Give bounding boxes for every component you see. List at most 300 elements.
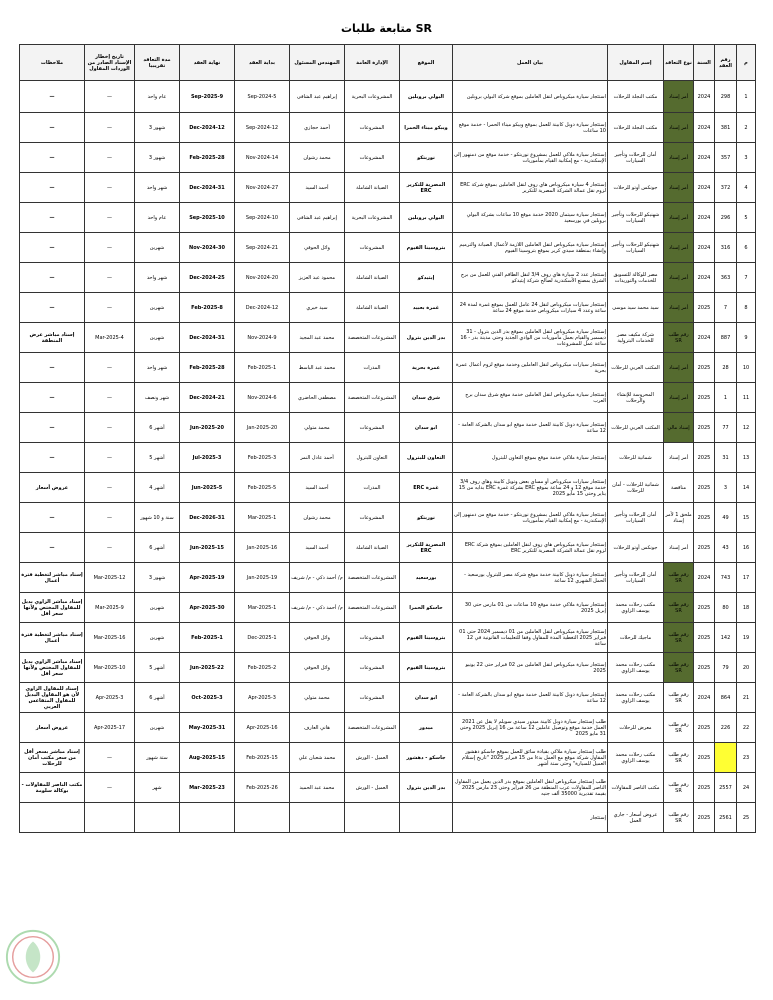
column-header: السنة bbox=[694, 45, 715, 81]
column-header: نوع التعاقد bbox=[664, 45, 694, 81]
cell-admin: الصيانة الشاملة bbox=[345, 173, 400, 203]
cell-notice: — bbox=[85, 81, 135, 113]
cell-contractor: عروض أسعار - جاري العمل bbox=[608, 803, 664, 833]
cell-site: بورسعيد bbox=[400, 563, 453, 593]
table-row bbox=[20, 263, 756, 293]
cell-admin: المدرات bbox=[345, 353, 400, 383]
cell-end: 20-Jun-2025 bbox=[180, 413, 235, 443]
column-header: نهاية العقد bbox=[180, 45, 235, 81]
page-title: متابعة طلبات SR bbox=[340, 22, 433, 35]
cell-notice: 17-Apr-2025 bbox=[85, 713, 135, 743]
cell-notes: — bbox=[20, 173, 85, 203]
cell-end: 9-Sep-2025 bbox=[180, 81, 235, 113]
cell-contract: 381 bbox=[715, 113, 737, 143]
table-row bbox=[20, 653, 756, 683]
cell-notice: 4-Mar-2025 bbox=[85, 323, 135, 353]
cell-admin: المشروعات bbox=[345, 113, 400, 143]
table-row bbox=[20, 353, 756, 383]
cell-end: 21-Dec-2024 bbox=[180, 383, 235, 413]
cell-admin: الصيانة الشاملة bbox=[345, 533, 400, 563]
cell-contract: 743 bbox=[715, 563, 737, 593]
cell-dur: سنة و 10 شهور bbox=[135, 503, 180, 533]
cell-site: ويبكو ميناء الحمرا bbox=[400, 113, 453, 143]
cell-start: 15-Feb-2025 bbox=[235, 743, 290, 773]
cell-type: رقم طلب SR bbox=[664, 323, 694, 353]
cell-end: 3-Jul-2025 bbox=[180, 443, 235, 473]
cell-end: 31-May-2025 bbox=[180, 713, 235, 743]
column-header: المهندس المسئول bbox=[290, 45, 345, 81]
cell-admin: المشروعات bbox=[345, 623, 400, 653]
cell-dur: عام واحد bbox=[135, 203, 180, 233]
cell-n: 25 bbox=[737, 803, 756, 833]
cell-start: 6-Nov-2024 bbox=[235, 383, 290, 413]
cell-contractor: شمانية للرحلات - أمان للرحلات bbox=[608, 473, 664, 503]
cell-site: عمرة بحرية bbox=[400, 353, 453, 383]
cell-admin: الصيانة الشاملة bbox=[345, 293, 400, 323]
cell-end: 15-Jun-2025 bbox=[180, 533, 235, 563]
cell-dur: عام واحد bbox=[135, 81, 180, 113]
cell-start: 19-Jan-2025 bbox=[235, 563, 290, 593]
cell-admin: المشروعات bbox=[345, 683, 400, 713]
cell-notice: — bbox=[85, 443, 135, 473]
cell-year: 2025 bbox=[694, 473, 715, 503]
cell-contract: 79 bbox=[715, 653, 737, 683]
cell-notice: 12-Mar-2025 bbox=[85, 563, 135, 593]
cell-desc: إستئجار سيارة دوبل كابينة للعمل بموقع وبيكو ميناء الحمرا - خدمة موقع 10 ساعات bbox=[453, 113, 608, 143]
cell-start: 5-Feb-2025 bbox=[235, 473, 290, 503]
cell-dur: شهرين bbox=[135, 293, 180, 323]
cell-admin: المشروعات المتخصصة bbox=[345, 323, 400, 353]
table-row bbox=[20, 413, 756, 443]
cell-start: 27-Nov-2024 bbox=[235, 173, 290, 203]
cell-dur: شهر ونصف bbox=[135, 383, 180, 413]
cell-desc: إستئجار سيارة ملاكي خدمة موقع بموقع التعاون للبترول bbox=[453, 443, 608, 473]
cell-end: 31-Dec-2024 bbox=[180, 323, 235, 353]
cell-contractor: مكتب النجلة للرحلات bbox=[608, 81, 664, 113]
cell-type: رقم طلب SR bbox=[664, 593, 694, 623]
cell-type: رقم طلب SR bbox=[664, 623, 694, 653]
cell-type: رقم طلب SR bbox=[664, 803, 694, 833]
cell-start: 12-Sep-2024 bbox=[235, 113, 290, 143]
cell-contractor: جونكس أوتو للرحلات bbox=[608, 173, 664, 203]
cell-notes: إسناد مباشر الزاوي بديل للمقاول المختص ولأنها سعر أقل bbox=[20, 653, 85, 683]
cell-desc: إستئجار سيارة ملاكي للعمل بمشروع نوربتكو - خدمة موقع من دمنهور إلى الإسكندرية - مع إمكانية القيام بمأموريات bbox=[453, 143, 608, 173]
cell-contractor: مكتب رحلات محمد يوسف الزاوي bbox=[608, 593, 664, 623]
cell-end: 30-Apr-2025 bbox=[180, 593, 235, 623]
cell-start: 3-Feb-2025 bbox=[235, 443, 290, 473]
cell-notice: — bbox=[85, 473, 135, 503]
cell-admin: المشروعات المتخصصة bbox=[345, 563, 400, 593]
sr-requests-table bbox=[19, 44, 756, 833]
cell-engineer: محمد رشوان bbox=[290, 503, 345, 533]
column-header: م bbox=[737, 45, 756, 81]
cell-notes: — bbox=[20, 81, 85, 113]
cell-dur: شهرين bbox=[135, 593, 180, 623]
cell-engineer: محمد عبد المجيد bbox=[290, 323, 345, 353]
cell-contract: 226 bbox=[715, 713, 737, 743]
cell-dur: أشهر 4 bbox=[135, 473, 180, 503]
cell-desc: إستئجار سيارة دوبل كابينة للعمل خدمة موقع ابو سدان بالشركة العامة - 12 ساعة bbox=[453, 683, 608, 713]
cell-contract: 80 bbox=[715, 593, 737, 623]
cell-engineer: وائل الحوفي bbox=[290, 653, 345, 683]
cell-contractor: سيد محمد سيد موسى bbox=[608, 293, 664, 323]
cell-start: 1-Feb-2025 bbox=[235, 353, 290, 383]
cell-notes: — bbox=[20, 413, 85, 443]
cell-engineer: إبراهيم عبد الشافى bbox=[290, 81, 345, 113]
cell-type: أمر إسناد bbox=[664, 233, 694, 263]
cell-site: بتروسينا الفيوم bbox=[400, 233, 453, 263]
cell-contractor: شهنيكو للرحلات وتأجير السيارات bbox=[608, 203, 664, 233]
cell-admin: العميل - الورش bbox=[345, 743, 400, 773]
cell-end: 19-Apr-2025 bbox=[180, 563, 235, 593]
cell-n: 6 bbox=[737, 233, 756, 263]
cell-notes bbox=[20, 803, 85, 833]
cell-notice: — bbox=[85, 503, 135, 533]
cell-notice: 10-Mar-2025 bbox=[85, 653, 135, 683]
cell-start: 12-Dec-2024 bbox=[235, 293, 290, 323]
cell-dur: شهرين bbox=[135, 323, 180, 353]
cell-dur: أشهر 6 bbox=[135, 413, 180, 443]
table-row bbox=[20, 473, 756, 503]
cell-contract: 7 bbox=[715, 293, 737, 323]
cell-notes: — bbox=[20, 503, 85, 533]
cell-contract: 142 bbox=[715, 623, 737, 653]
cell-dur: شهور 3 bbox=[135, 113, 180, 143]
cell-n: 22 bbox=[737, 713, 756, 743]
cell-contractor: شركة مكيف مصر للخدمات البترولية bbox=[608, 323, 664, 353]
cell-site bbox=[400, 803, 453, 833]
cell-desc: طلب إستئجار سيارة ملاكي بقيادة سائق للعمل بموقع جاسكو دهشور المقاول شركة موقع مع العمل بدءا من 15 فبراير 2025 "تاريخ إستلام العميل للسيارة" وحتى ستة أشهر bbox=[453, 743, 608, 773]
cell-n: 9 bbox=[737, 323, 756, 353]
cell-start: 20-Jan-2025 bbox=[235, 413, 290, 443]
cell-engineer: أحمد السيد bbox=[290, 473, 345, 503]
watermark-logo bbox=[4, 928, 62, 986]
cell-desc: إستئجار سيارة ميكروباص لنقل العاملين من 02 فبراير حتى 22 يونيو 2025 bbox=[453, 653, 608, 683]
column-header: بداية العقد bbox=[235, 45, 290, 81]
cell-notice: — bbox=[85, 743, 135, 773]
cell-site: التعاون للبترول bbox=[400, 443, 453, 473]
cell-admin: المدرات bbox=[345, 473, 400, 503]
cell-dur: شهرين bbox=[135, 713, 180, 743]
cell-contract bbox=[715, 743, 737, 773]
cell-site: جاسكو - دهشور bbox=[400, 743, 453, 773]
cell-contract: 1 bbox=[715, 383, 737, 413]
cell-n: 7 bbox=[737, 263, 756, 293]
cell-contract: 3 bbox=[715, 473, 737, 503]
table-row bbox=[20, 383, 756, 413]
cell-desc: إستئجار 4 سيارة ميكروباص هاي روف لنقل العاملين بموقع شركة ERC لزوم نقل عمالة الشركة المصرية للتكرير bbox=[453, 173, 608, 203]
cell-site: ميدور bbox=[400, 713, 453, 743]
cell-n: 19 bbox=[737, 623, 756, 653]
cell-type: أمر إسناد bbox=[664, 173, 694, 203]
cell-site: إيثيدكو bbox=[400, 263, 453, 293]
cell-site: ابو سدان bbox=[400, 413, 453, 443]
cell-year: 2025 bbox=[694, 593, 715, 623]
cell-n: 20 bbox=[737, 653, 756, 683]
cell-contractor: مصر للوكالة للتسويق للخدمات والتوريدات bbox=[608, 263, 664, 293]
cell-year: 2025 bbox=[694, 293, 715, 323]
cell-contractor: أمان للرحلات وتأجير السيارات bbox=[608, 563, 664, 593]
table-row bbox=[20, 143, 756, 173]
cell-year: 2025 bbox=[694, 713, 715, 743]
cell-contract: 28 bbox=[715, 353, 737, 383]
cell-engineer: وائل الحوفي bbox=[290, 623, 345, 653]
cell-contract: 864 bbox=[715, 683, 737, 713]
cell-notes: مكتب الناصر للمقاولات - بوكالة سلومة bbox=[20, 773, 85, 803]
cell-engineer: إبراهيم عبد الشافى bbox=[290, 203, 345, 233]
table-row bbox=[20, 173, 756, 203]
cell-contractor: مكتب رحلات محمد يوسف الزاوي bbox=[608, 683, 664, 713]
cell-end: 30-Nov-2024 bbox=[180, 233, 235, 263]
cell-start: 14-Nov-2024 bbox=[235, 143, 290, 173]
cell-end: 10-Sep-2025 bbox=[180, 203, 235, 233]
cell-notice: 16-Mar-2025 bbox=[85, 623, 135, 653]
cell-engineer: محمود عبد العزيز bbox=[290, 263, 345, 293]
column-header: مدة التعاقد تقريبيا bbox=[135, 45, 180, 81]
cell-year: 2025 bbox=[694, 533, 715, 563]
cell-dur: أشهر 6 bbox=[135, 533, 180, 563]
cell-engineer: محمد رشوان bbox=[290, 143, 345, 173]
table-row bbox=[20, 623, 756, 653]
cell-type: أمر إسناد bbox=[664, 533, 694, 563]
column-header: رقم العقد bbox=[715, 45, 737, 81]
cell-desc: إستئجار سيارات ميكروباص أو مساي بعض وتوبل كابينة وهاي روف 3/4 خدمة موقع 12 و 24 ساعة بموقع ERC بشركة غمرة ERC بدايه من 15 يناير وحتى 15 مايو 2025 bbox=[453, 473, 608, 503]
cell-type: أمر إسناد bbox=[664, 263, 694, 293]
cell-contract: 298 bbox=[715, 81, 737, 113]
cell-desc: إستئجار سيارات ميكروباص لنقل 24 عامل للعمل بموقع غمرة لمدة 24 ساعة وعدد 4 سيارات ميكروباص خدمة موقع 24 ساعة bbox=[453, 293, 608, 323]
cell-n: 10 bbox=[737, 353, 756, 383]
cell-notice: — bbox=[85, 143, 135, 173]
cell-engineer: أحمد عادل النمر bbox=[290, 443, 345, 473]
cell-end: 12-Dec-2024 bbox=[180, 113, 235, 143]
cell-type: رقم طلب SR bbox=[664, 653, 694, 683]
cell-engineer: محمد متولي bbox=[290, 683, 345, 713]
cell-engineer: م/ أحمد ذكي - م/ شريف bbox=[290, 593, 345, 623]
cell-dur: شهور 3 bbox=[135, 143, 180, 173]
cell-contractor: ماجيك للرحلات bbox=[608, 623, 664, 653]
cell-contractor: شمانية للرحلات bbox=[608, 443, 664, 473]
cell-desc: إستئجار سيارة ميكروباص هاي روف لنقل العاملين بموقع شركة ERC لزوم نقل عمالة الشركة المصرية للتكرير ERC bbox=[453, 533, 608, 563]
cell-notice: — bbox=[85, 383, 135, 413]
cell-end: 3-Oct-2025 bbox=[180, 683, 235, 713]
cell-site: بتروسينا الفيوم bbox=[400, 623, 453, 653]
cell-n: 23 bbox=[737, 743, 756, 773]
cell-admin: التعاون للبترول bbox=[345, 443, 400, 473]
table-row bbox=[20, 773, 756, 803]
cell-engineer: أحمد السيد bbox=[290, 173, 345, 203]
cell-admin: المشروعات المتخصصة bbox=[345, 593, 400, 623]
cell-year: 2024 bbox=[694, 81, 715, 113]
cell-desc: إستئجار سيارة ميكروباص لنقل العاملين اللازمة لأعمال الصيانة والترميم وإنشاء بمنطقة سيدي كرير بموقع بتروسينا الفيوم bbox=[453, 233, 608, 263]
cell-notes: إسناد مباشر عرض المنطقة bbox=[20, 323, 85, 353]
table-row bbox=[20, 113, 756, 143]
cell-end: 28-Feb-2025 bbox=[180, 353, 235, 383]
table-row bbox=[20, 503, 756, 533]
cell-engineer: هاني العارف bbox=[290, 713, 345, 743]
cell-notice: 3-Apr-2025 bbox=[85, 683, 135, 713]
cell-contract: 77 bbox=[715, 413, 737, 443]
cell-desc: إستئجار سيارة دوبل كابينة للعمل خدمة موقع ابو سدان بالشركة العامة - 12 ساعة bbox=[453, 413, 608, 443]
cell-end: 1-Feb-2025 bbox=[180, 623, 235, 653]
cell-dur: شهر واحد bbox=[135, 173, 180, 203]
cell-contract: 363 bbox=[715, 263, 737, 293]
cell-notes: — bbox=[20, 293, 85, 323]
cell-dur: ستة شهور bbox=[135, 743, 180, 773]
cell-year: 2024 bbox=[694, 683, 715, 713]
cell-engineer: أحمد السيد bbox=[290, 533, 345, 563]
cell-notice: — bbox=[85, 773, 135, 803]
cell-year: 2024 bbox=[694, 113, 715, 143]
cell-site: ابو سدان bbox=[400, 683, 453, 713]
cell-contractor: مكتب رحلات محمد يوسف الزاوي bbox=[608, 653, 664, 683]
cell-notes: عروض أسعار bbox=[20, 713, 85, 743]
cell-notice: 9-Mar-2025 bbox=[85, 593, 135, 623]
cell-dur: شهرين bbox=[135, 233, 180, 263]
cell-dur: شهر bbox=[135, 773, 180, 803]
cell-start bbox=[235, 803, 290, 833]
cell-notice: — bbox=[85, 173, 135, 203]
cell-site: البولي بروبلين bbox=[400, 203, 453, 233]
cell-contract: 887 bbox=[715, 323, 737, 353]
cell-contractor: أمان للرحلات وتأجير السيارات bbox=[608, 143, 664, 173]
cell-notes: — bbox=[20, 533, 85, 563]
cell-start: 16-Jan-2025 bbox=[235, 533, 290, 563]
cell-notice: — bbox=[85, 413, 135, 443]
cell-engineer: سيد خيري bbox=[290, 293, 345, 323]
cell-site: المصرية للتكرير ERC bbox=[400, 173, 453, 203]
cell-desc: إستئجار سيارة ملاكي للعمل بمشروع نوربتكو - خدمة موقع من دمنهور إلى الإسكندرية - مع إمكانية القيام بمأموريات bbox=[453, 503, 608, 533]
cell-end: 5-Jun-2025 bbox=[180, 473, 235, 503]
cell-year: 2025 bbox=[694, 413, 715, 443]
cell-site: نوربتكو bbox=[400, 503, 453, 533]
cell-engineer bbox=[290, 803, 345, 833]
cell-type: أمر إسناد bbox=[664, 203, 694, 233]
cell-dur: أشهر 5 bbox=[135, 653, 180, 683]
cell-year: 2024 bbox=[694, 563, 715, 593]
table-row bbox=[20, 233, 756, 263]
cell-year: 2025 bbox=[694, 383, 715, 413]
cell-type: أمر إسناد bbox=[664, 293, 694, 323]
cell-site: غمرة ERC bbox=[400, 473, 453, 503]
cell-site: المصرية للتكرير ERC bbox=[400, 533, 453, 563]
cell-year: 2024 bbox=[694, 143, 715, 173]
cell-contract: 2557 bbox=[715, 773, 737, 803]
cell-dur bbox=[135, 803, 180, 833]
column-header: إسم المقاول bbox=[608, 45, 664, 81]
cell-admin: المشروعات المتخصصة bbox=[345, 713, 400, 743]
cell-dur: شهر واحد bbox=[135, 263, 180, 293]
cell-n: 3 bbox=[737, 143, 756, 173]
cell-year: 2024 bbox=[694, 203, 715, 233]
cell-contractor: مكتب رحلات محمد يوسف الزاوي bbox=[608, 743, 664, 773]
cell-admin: المشروعات bbox=[345, 143, 400, 173]
cell-type: أمر إسناد bbox=[664, 113, 694, 143]
cell-site: بتروسينا الفيوم bbox=[400, 653, 453, 683]
cell-contractor: أمان للرحلات وتأجير السيارات bbox=[608, 503, 664, 533]
table-row bbox=[20, 323, 756, 353]
cell-dur: أشهر 5 bbox=[135, 443, 180, 473]
cell-contract: 357 bbox=[715, 143, 737, 173]
cell-site: شرق سدان bbox=[400, 383, 453, 413]
cell-start: 20-Nov-2024 bbox=[235, 263, 290, 293]
cell-dur: أشهر 6 bbox=[135, 683, 180, 713]
cell-year: 2024 bbox=[694, 173, 715, 203]
cell-start: 3-Apr-2025 bbox=[235, 683, 290, 713]
cell-site: بدر الدين بترول bbox=[400, 773, 453, 803]
cell-year: 2024 bbox=[694, 323, 715, 353]
cell-notes: — bbox=[20, 113, 85, 143]
cell-n: 1 bbox=[737, 81, 756, 113]
cell-year: 2025 bbox=[694, 803, 715, 833]
table-row bbox=[20, 81, 756, 113]
cell-n: 16 bbox=[737, 533, 756, 563]
cell-engineer: محمد متولي bbox=[290, 413, 345, 443]
cell-year: 2025 bbox=[694, 743, 715, 773]
cell-notice: — bbox=[85, 353, 135, 383]
cell-n: 11 bbox=[737, 383, 756, 413]
cell-engineer: محمد شعبان علي bbox=[290, 743, 345, 773]
cell-notice: — bbox=[85, 263, 135, 293]
cell-desc: طلب إستئجار ميكروباص لنقل العاملين بموقع بدر الدين يعمل من المقاول الناصر للمقاولات عرب المنطقة من 26 فبراير وحتى 23 مارس 2025 بقيمة تقديرية 35000 ألف جنيه bbox=[453, 773, 608, 803]
cell-end: 31-Dec-2024 bbox=[180, 173, 235, 203]
cell-type: رقم طلب SR bbox=[664, 773, 694, 803]
cell-site: حاسكو الحمرا bbox=[400, 593, 453, 623]
cell-start: 10-Sep-2024 bbox=[235, 203, 290, 233]
cell-desc: إستئجار سيارة دوبل كابينة خدمة موقع شركة مصر للبترول بورسعيد - الحمل الشهري 12 ساعة bbox=[453, 563, 608, 593]
table-row bbox=[20, 743, 756, 773]
cell-year: 2024 bbox=[694, 263, 715, 293]
column-header: بيان العمل bbox=[453, 45, 608, 81]
cell-contract: 372 bbox=[715, 173, 737, 203]
cell-start: 21-Sep-2024 bbox=[235, 233, 290, 263]
cell-admin bbox=[345, 803, 400, 833]
cell-contract: 2561 bbox=[715, 803, 737, 833]
cell-n: 2 bbox=[737, 113, 756, 143]
cell-notes: إسناد مباشر لتغطية فترة أعمال bbox=[20, 623, 85, 653]
cell-end: 23-Mar-2025 bbox=[180, 773, 235, 803]
cell-desc: إستئجار سيارة سيتمان 2020 خدمة موقع 10 ساعات بشركة البولي بروبلين في بورسعيد bbox=[453, 203, 608, 233]
cell-type: إسناد مالي bbox=[664, 413, 694, 443]
cell-year: 2025 bbox=[694, 443, 715, 473]
table-row bbox=[20, 563, 756, 593]
cell-year: 2025 bbox=[694, 773, 715, 803]
cell-start: 1-Mar-2025 bbox=[235, 503, 290, 533]
table-row bbox=[20, 293, 756, 323]
cell-year: 2025 bbox=[694, 353, 715, 383]
cell-admin: المشروعات bbox=[345, 233, 400, 263]
cell-year: 2025 bbox=[694, 653, 715, 683]
cell-contractor: المكتب العربي للرحلات bbox=[608, 413, 664, 443]
cell-contract: 49 bbox=[715, 503, 737, 533]
column-header: الموقع bbox=[400, 45, 453, 81]
cell-notes: — bbox=[20, 443, 85, 473]
cell-admin: المشروعات البحرية bbox=[345, 203, 400, 233]
cell-notes: — bbox=[20, 233, 85, 263]
cell-type: أمر إسناد bbox=[664, 353, 694, 383]
cell-admin: المشروعات المتخصصة bbox=[345, 383, 400, 413]
cell-engineer: محمد عبد الباسط bbox=[290, 353, 345, 383]
cell-desc: إستئجار سيارة ميكروباص لنقل العاملين خدمة موقع شرق سدان برج العرب bbox=[453, 383, 608, 413]
cell-end: 22-Jun-2025 bbox=[180, 653, 235, 683]
cell-notice: — bbox=[85, 233, 135, 263]
cell-n: 4 bbox=[737, 173, 756, 203]
cell-start: 1-Mar-2025 bbox=[235, 593, 290, 623]
cell-engineer: أحمد حجازي bbox=[290, 113, 345, 143]
cell-type: أمر إسناد bbox=[664, 443, 694, 473]
cell-notes: — bbox=[20, 143, 85, 173]
cell-end bbox=[180, 803, 235, 833]
cell-desc: إستئجار سيارة ميكروباص لنقل العاملين من 01 ديسمبر 2024 حتى 01 فبراير 2025 التغطية المدة للمقاول وفقا للتعليمات القانونية في 12 ساعة bbox=[453, 623, 608, 653]
